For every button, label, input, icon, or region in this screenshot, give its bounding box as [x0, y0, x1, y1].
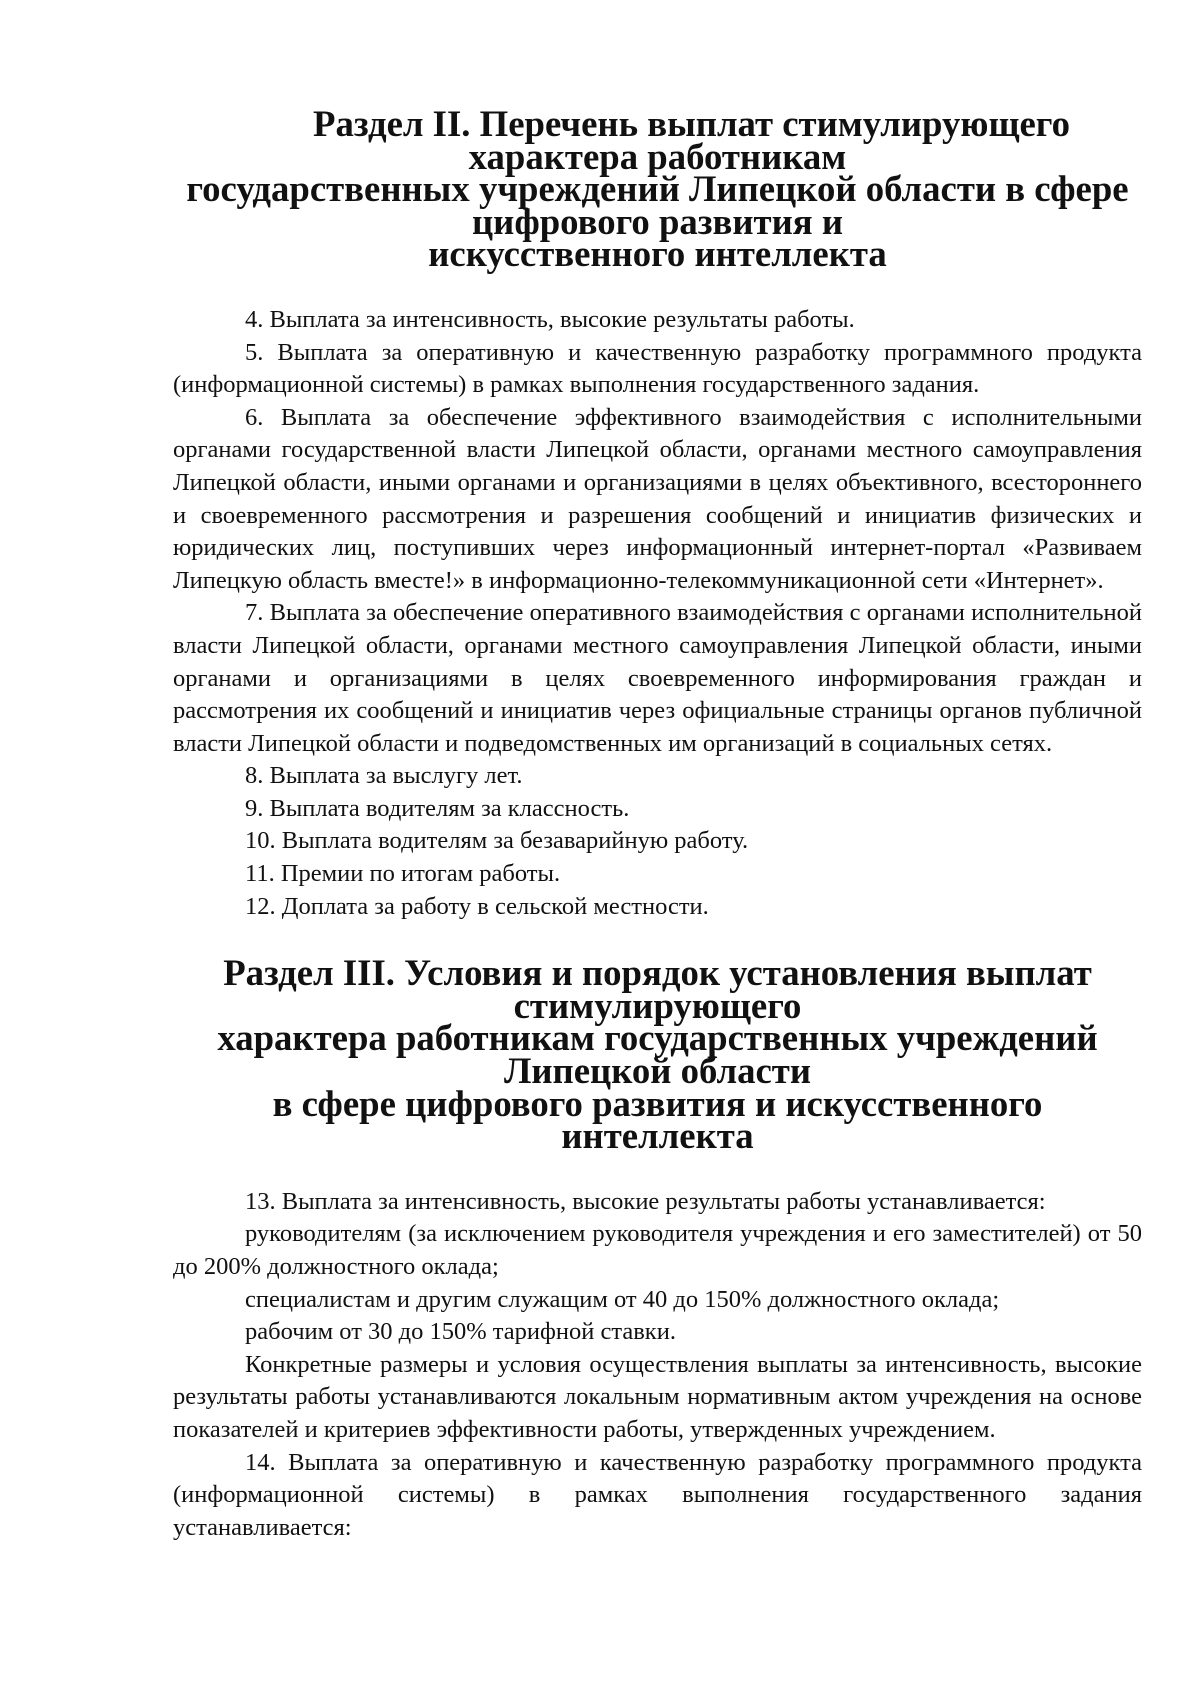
section-ii-heading-line: Раздел II. Перечень выплат стимулирующего характера работникам	[313, 103, 1070, 177]
section-iii-heading-line: в сфере цифрового развития и искусственного интеллекта	[272, 1082, 1043, 1157]
paragraph-14: 14. Выплата за оперативную и качественную разработку программного продукта (информационной системы) в рамках выполнения государственного задания устанавливается:	[173, 1448, 1142, 1541]
list-item-12: 12. Доплата за работу в сельской местности.	[245, 892, 709, 920]
list-item-5: 5. Выплата за оперативную и качественную разработку программного продукта (информационной системы) в рамках выполнения государственного задания.	[173, 338, 1142, 399]
spacer	[173, 1153, 1142, 1186]
section-iii-body	[173, 1186, 1142, 1545]
paragraph-conditions: Конкретные размеры и условия осуществления выплаты за интенсивность, высокие результаты работы устанавливаются локальным нормативным актом учреждения на основе показателей и критериев эффективности работы, утвержденных учреждением.	[173, 1350, 1142, 1443]
paragraph-specialists: специалистам и другим служащим от 40 до 150% должностного оклада;	[245, 1285, 1000, 1313]
list-item-4: 4. Выплата за интенсивность, высокие результаты работы.	[245, 305, 855, 333]
paragraph-managers: руководителям (за исключением руководителя учреждения и его заместителей) от 50 до 200% должностного оклада;	[173, 1220, 1142, 1280]
list-item-8: 8. Выплата за выслугу лет.	[245, 762, 523, 790]
list-item-9: 9. Выплата водителям за классность.	[245, 794, 630, 822]
section-ii-heading-line: искусственного интеллекта	[428, 233, 887, 275]
list-item-6: 6. Выплата за обеспечение эффективного взаимодействия с исполнительными органами государственной власти Липецкой области, органами местного самоуправления Липецкой области, иными органами и организациями в целях объективного, всестороннего и своевременного рассмотрения и разрешения сообщений и инициатив физических и юридических лиц, поступивших через информационный интернет-портал «Развиваем Липецкую область вместе!» в информационно-телекоммуникационной сети «Интернет».	[173, 403, 1142, 594]
list-item-7: 7. Выплата за обеспечение оперативного взаимодействия с органами исполнительной власти Липецкой области, органами местного самоуправления Липецкой области, иными органами и организациями в целях своевременного информирования граждан и рассмотрения их сообщений и инициатив через официальные страницы органов публичной власти Липецкой области и подведомственных им организаций в социальных сетях.	[173, 599, 1142, 757]
document-page	[173, 103, 1142, 1544]
section-ii-list	[173, 304, 1142, 923]
list-item-11: 11. Премии по итогам работы.	[245, 860, 561, 888]
section-ii-heading	[173, 103, 1142, 275]
section-iii-heading-line: Раздел III. Условия и порядок установления выплат стимулирующего	[223, 952, 1092, 1026]
spacer	[173, 271, 1142, 304]
paragraph-13: 13. Выплата за интенсивность, высокие результаты работы устанавливается:	[245, 1187, 1046, 1215]
section-iii-heading	[173, 952, 1142, 1157]
section-ii-heading-line: государственных учреждений Липецкой области в сфере цифрового развития и	[186, 168, 1129, 242]
paragraph-workers: рабочим от 30 до 150% тарифной ставки.	[245, 1318, 676, 1346]
list-item-10: 10. Выплата водителям за безаварийную работу.	[245, 827, 749, 855]
section-iii-heading-line: характера работникам государственных учреждений Липецкой области	[217, 1017, 1098, 1092]
